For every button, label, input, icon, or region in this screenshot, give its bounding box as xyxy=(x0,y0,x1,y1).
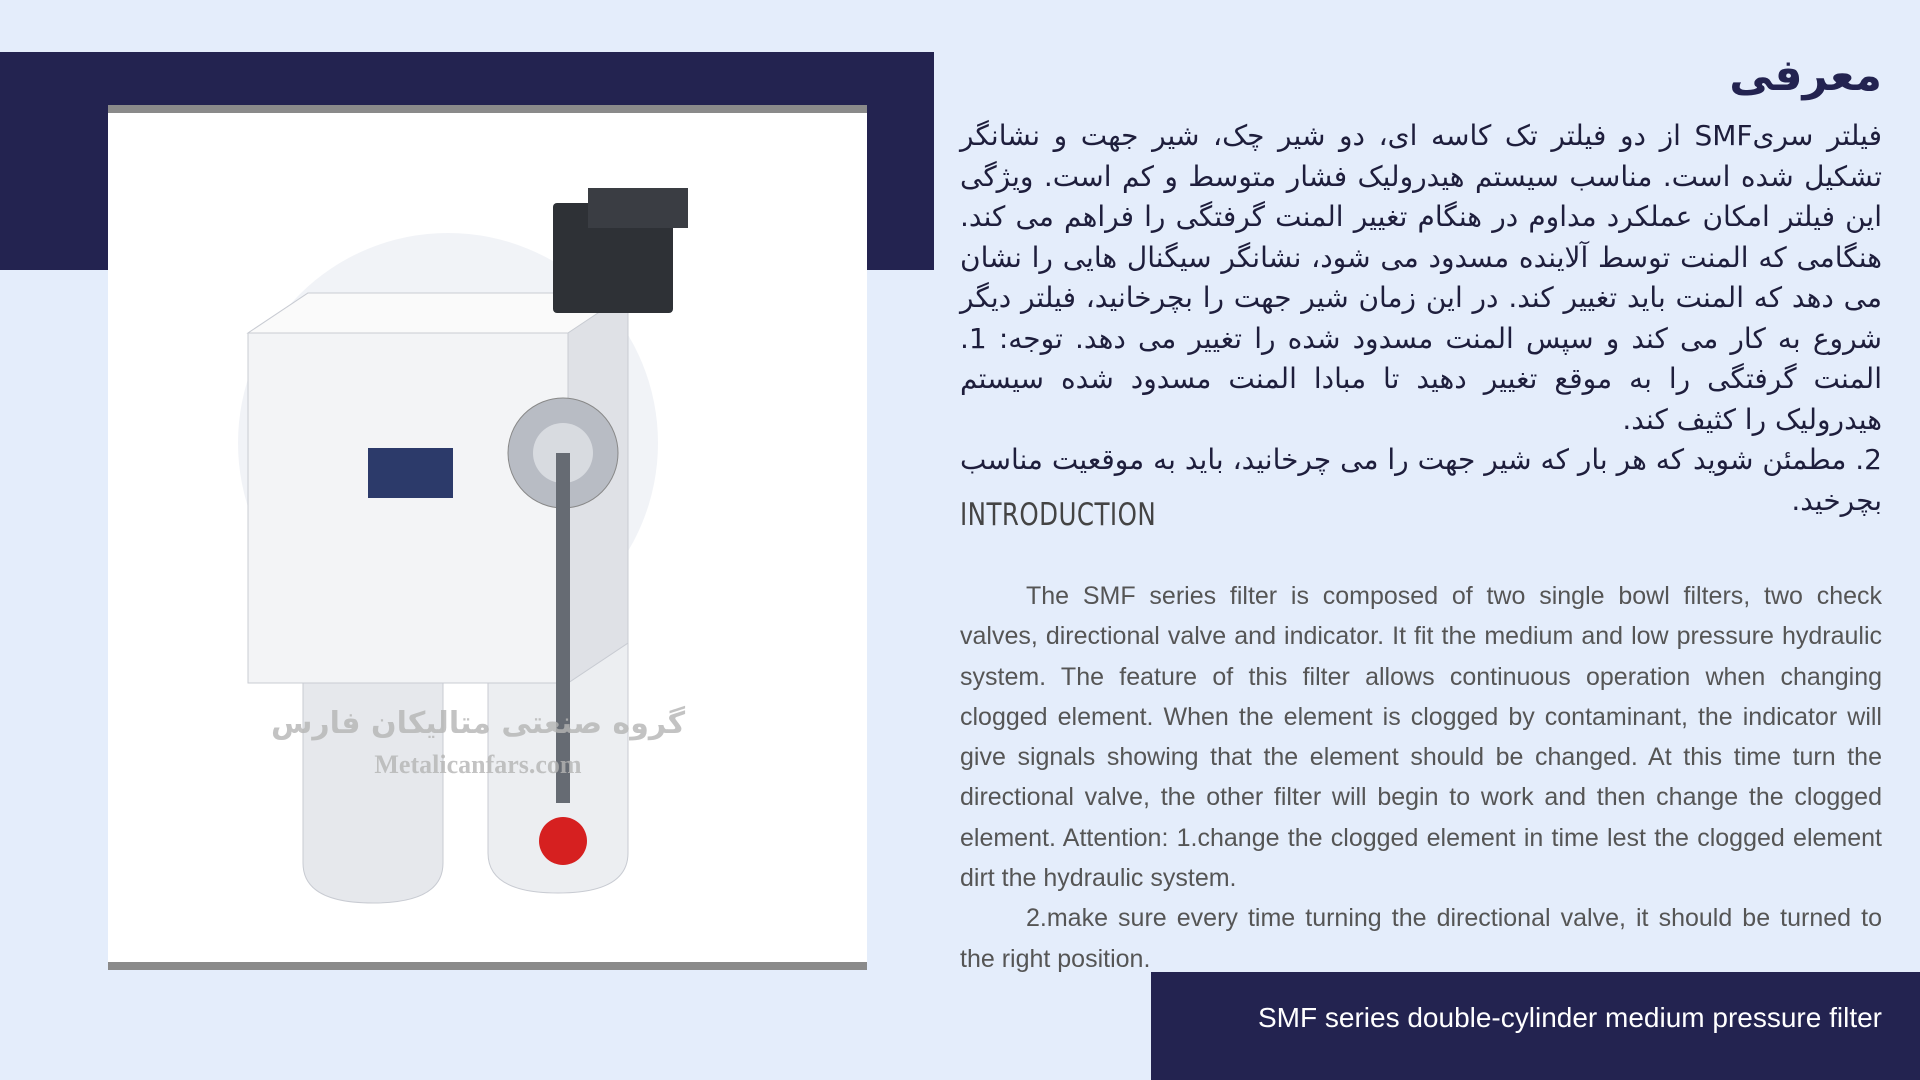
english-paragraph: 2.make sure every time turning the directional valve, it should be turned to the right position. xyxy=(960,904,1882,973)
persian-paragraph: 2. مطمئن شوید که هر بار که شیر جهت را می چرخانید، باید به موقعیت مناسب بچرخید. xyxy=(960,443,1882,517)
introduction-heading: INTRODUCTION xyxy=(960,497,1157,533)
english-paragraph: The SMF series filter is composed of two single bowl filters, two check valves, directional valve and indicator. It fit the medium and low pressure hydraulic system. The feature of this filter allows continuous operation when changing clogged element. When the element is clogged by contaminant, the indicator will give signals showing that the element should be changed. At this time turn the directional valve, the other filter will begin to work and then change the clogged element. Attention: 1.change the clogged element in time lest the clogged element dirt the hydraulic system. xyxy=(960,582,1882,893)
english-description xyxy=(960,576,1882,979)
watermark-en: Metalicanfars.com xyxy=(374,750,582,779)
persian-description xyxy=(960,116,1882,521)
persian-paragraph: فیلتر سریSMF از دو فیلتر تک کاسه ای، دو شیر چک، شیر جهت و نشانگر تشکیل شده است. مناسب سیستم هیدرولیک فشار متوسط و کم است. ویژگی این فیلتر امکان عملکرد مداوم در هنگام تغییر المنت گرفتگی را فراهم می کند. هنگامی که المنت توسط آلاینده مسدود می شود، نشانگر سیگنال هایی را نشان می دهد که المنت باید تغییر کند. در این زمان شیر جهت را بچرخانید، فیلتر دیگر شروع به کار می کند و سپس المنت مسدود شده را تغییر می دهد. توجه: 1. المنت گرفتگی را به موقع تغییر دهید تا مبادا المنت مسدود شده سیستم هیدرولیک را کثیف کند. xyxy=(960,119,1882,436)
page-title: معرفی xyxy=(1729,50,1882,101)
product-image xyxy=(108,105,867,970)
caption-bar xyxy=(1151,972,1920,1080)
filter-illustration xyxy=(108,113,867,962)
watermark-fa: گروه صنعتی متالیکان فارس xyxy=(270,706,686,741)
product-caption: SMF series double-cylinder medium pressure filter xyxy=(1258,1002,1882,1033)
